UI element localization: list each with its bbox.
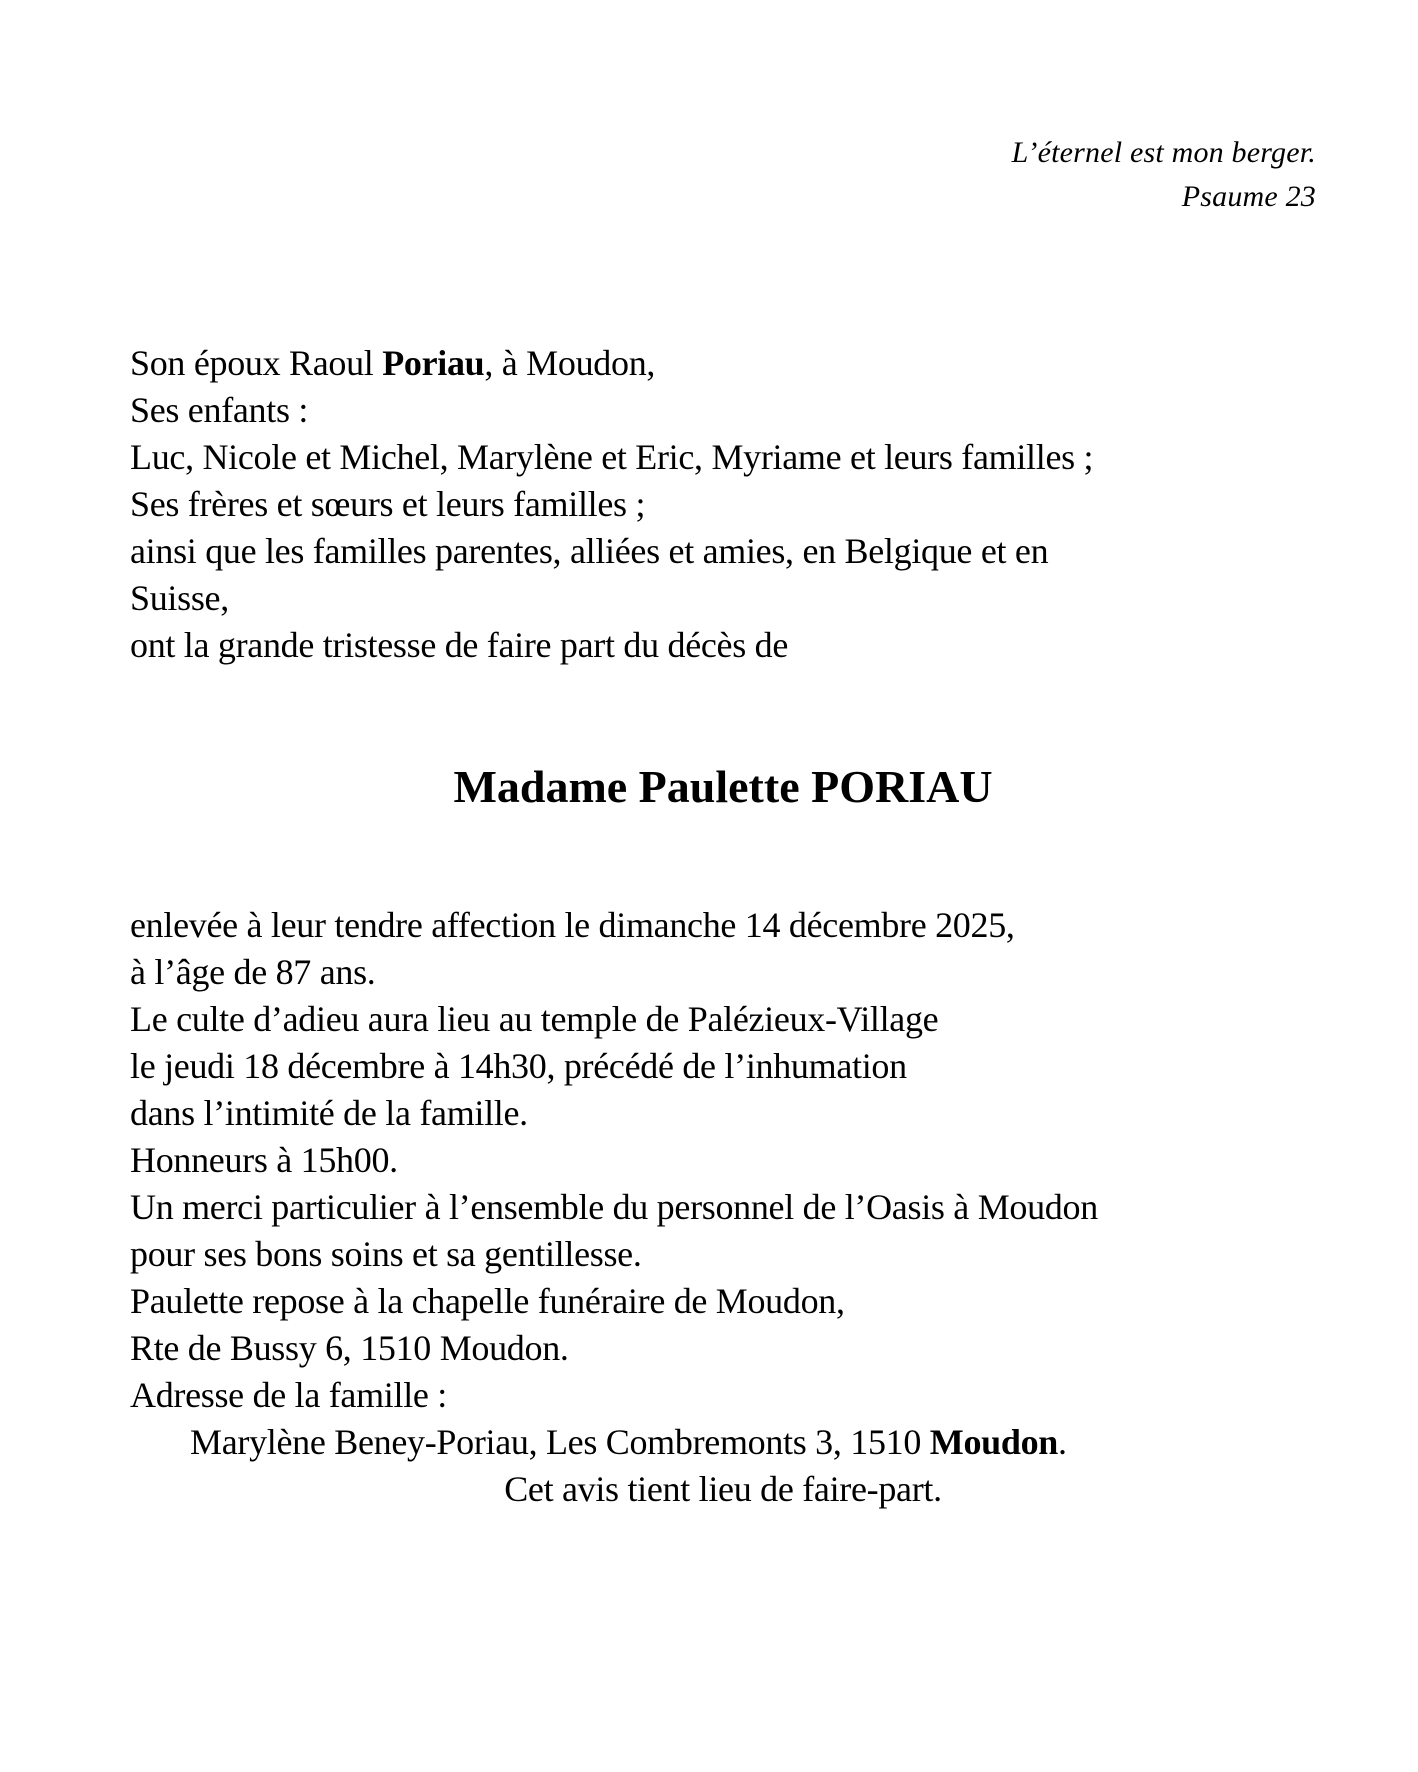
- line-relatives-part1: ainsi que les familles parentes, alliées et amies, en Belgique et en: [130, 531, 1049, 571]
- family-list: [130, 340, 1316, 669]
- line-chapel-address: Rte de Bussy 6, 1510 Moudon.: [130, 1328, 569, 1368]
- epigraph: [130, 0, 1316, 219]
- line-family-address-header: Adresse de la famille :: [130, 1375, 447, 1415]
- line-burial-privacy: dans l’intimité de la famille.: [130, 1093, 528, 1133]
- line-sorrow-announcement: ont la grande tristesse de faire part du décès de: [130, 625, 789, 665]
- epigraph-quote: L’éternel est mon berger.: [1011, 136, 1316, 169]
- line-closing-notice: Cet avis tient lieu de faire-part.: [504, 1469, 942, 1509]
- line-death-date: enlevée à leur tendre affection le dimanche 14 décembre 2025,: [130, 905, 1015, 945]
- line-children-names: Luc, Nicole et Michel, Marylène et Eric, Myriame et leurs familles ;: [130, 437, 1094, 477]
- deceased-name-title: Madame Paulette PORIAU: [453, 761, 993, 812]
- spouse-prefix: Son époux Raoul: [130, 343, 383, 383]
- line-spouse: [130, 340, 1316, 387]
- line-service-place: Le culte d’adieu aura lieu au temple de Palézieux-Village: [130, 999, 939, 1039]
- line-thanks-part1: Un merci particulier à l’ensemble du personnel de l’Oasis à Moudon: [130, 1187, 1098, 1227]
- line-siblings: Ses frères et sœurs et leurs familles ;: [130, 484, 646, 524]
- family-address-prefix: Marylène Beney-Poriau, Les Combremonts 3, 1510: [190, 1422, 930, 1462]
- spouse-surname: Poriau: [382, 343, 485, 383]
- announcement-details: [130, 902, 1316, 1513]
- line-thanks-part2: pour ses bons soins et sa gentillesse.: [130, 1234, 642, 1274]
- line-children-header: Ses enfants :: [130, 390, 309, 430]
- epigraph-source: Psaume 23: [1181, 180, 1316, 213]
- spouse-suffix: , à Moudon,: [484, 343, 656, 383]
- family-address-suffix: .: [1058, 1422, 1067, 1462]
- family-address-city: Moudon: [929, 1422, 1059, 1462]
- line-honors: Honneurs à 15h00.: [130, 1140, 398, 1180]
- line-chapel: Paulette repose à la chapelle funéraire de Moudon,: [130, 1281, 845, 1321]
- line-service-time: le jeudi 18 décembre à 14h30, précédé de l’inhumation: [130, 1046, 907, 1086]
- line-relatives-part2: Suisse,: [130, 578, 229, 618]
- line-age: à l’âge de 87 ans.: [130, 952, 376, 992]
- line-family-address: [130, 1419, 1316, 1466]
